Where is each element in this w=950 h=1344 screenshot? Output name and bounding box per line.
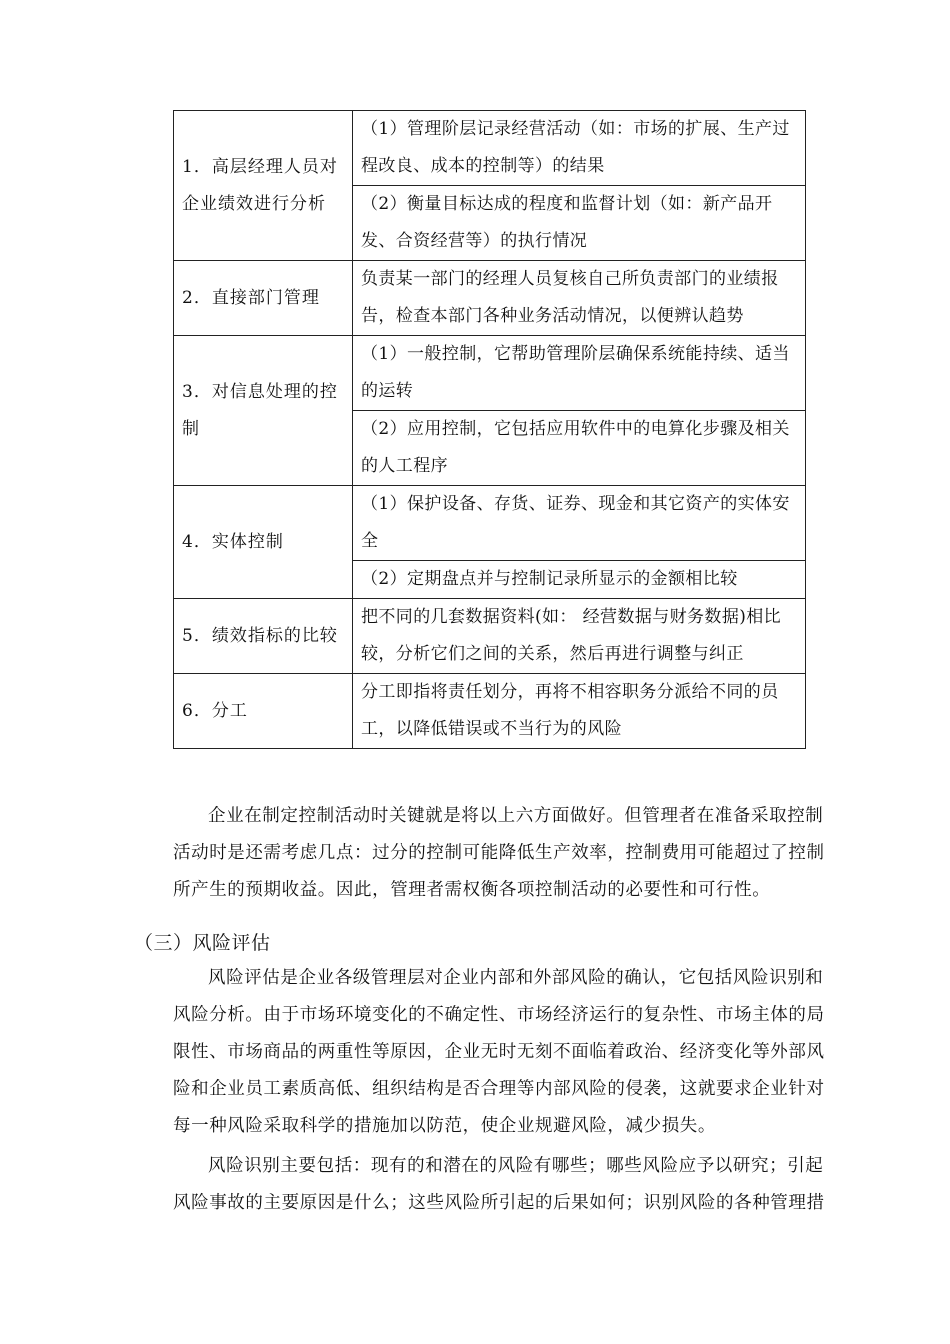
category-cell: 4．实体控制 [174, 486, 353, 599]
table-row [174, 336, 806, 411]
table-row [174, 261, 806, 336]
description-cell: 负责某一部门的经理人员复核自己所负责部门的业绩报告，检查本部门各种业务活动情况，以便辨认趋势 [353, 261, 806, 336]
description-cell: （1）一般控制，它帮助管理阶层确保系统能持续、适当的运转 [353, 336, 806, 411]
description-cell: （1）管理阶层记录经营活动（如：市场的扩展、生产过程改良、成本的控制等）的结果 [353, 111, 806, 186]
description-cell: 分工即指将责任划分，再将不相容职务分派给不同的员工，以降低错误或不当行为的风险 [353, 674, 806, 749]
section-heading-risk-assessment: （三）风险评估 [134, 932, 271, 954]
table-row [174, 111, 806, 186]
table-row [174, 486, 806, 561]
category-cell: 6．分工 [174, 674, 353, 749]
category-cell: 5．绩效指标的比较 [174, 599, 353, 674]
description-cell: （2）应用控制，它包括应用软件中的电算化步骤及相关的人工程序 [353, 411, 806, 486]
description-cell: 把不同的几套数据资料(如： 经营数据与财务数据)相比较，分析它们之间的关系，然后再进行调整与纠正 [353, 599, 806, 674]
category-cell: 3．对信息处理的控制 [174, 336, 353, 486]
table-row [174, 674, 806, 749]
paragraph-risk-assessment: 风险评估是企业各级管理层对企业内部和外部风险的确认，它包括风险识别和风险分析。由于市场环境变化的不确定性、市场经济运行的复杂性、市场主体的局限性、市场商品的两重性等原因，企业无时无刻不面临着政治、经济变化等外部风险和企业员工素质高低、组织结构是否合理等内部风险的侵袭，这就要求企业针对每一种风险采取科学的措施加以防范，使企业规避风险，减少损失。 [173, 968, 825, 1136]
category-cell: 2．直接部门管理 [174, 261, 353, 336]
control-activities-table [173, 110, 806, 749]
description-cell: （2）衡量目标达成的程度和监督计划（如：新产品开发、合资经营等）的执行情况 [353, 186, 806, 261]
paragraph-control-summary: 企业在制定控制活动时关键就是将以上六方面做好。但管理者在准备采取控制活动时是还需考虑几点：过分的控制可能降低生产效率，控制费用可能超过了控制所产生的预期收益。因此，管理者需权衡各项控制活动的必要性和可行性。 [173, 806, 825, 900]
table-row [174, 599, 806, 674]
description-cell: （1）保护设备、存货、证券、现金和其它资产的实体安全 [353, 486, 806, 561]
description-cell: （2）定期盘点并与控制记录所显示的金额相比较 [353, 561, 806, 599]
category-cell: 1．高层经理人员对企业绩效进行分析 [174, 111, 353, 261]
paragraph-risk-identification: 风险识别主要包括：现有的和潜在的风险有哪些；哪些风险应予以研究；引起风险事故的主要原因是什么；这些风险所引起的后果如何；识别风险的各种管理措 [173, 1156, 825, 1213]
